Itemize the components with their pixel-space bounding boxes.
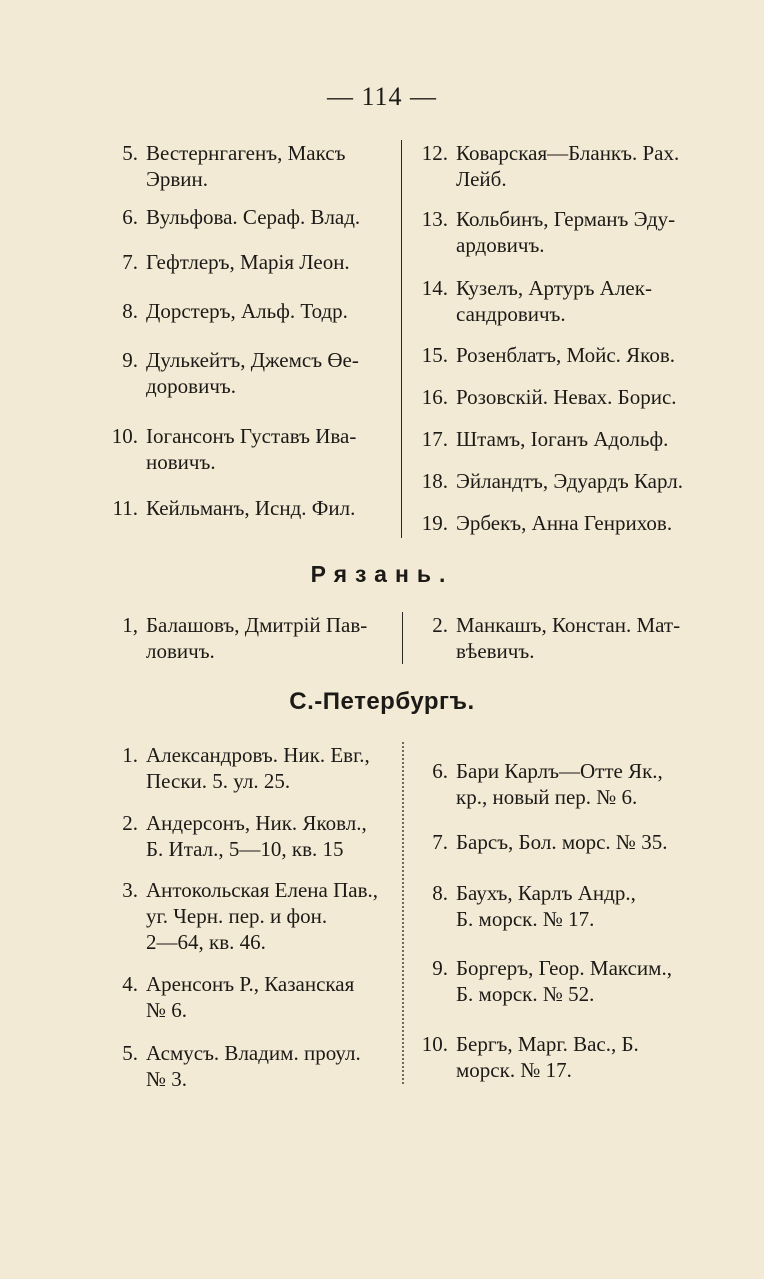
page-number: — 114 — [326,82,438,111]
section-heading-st-petersburg: С.-Петербургъ. [289,688,475,715]
column-divider [401,140,402,538]
column-divider [402,612,403,664]
column-divider [402,742,404,1084]
section-heading-ryazan: Рязань. [310,561,454,587]
